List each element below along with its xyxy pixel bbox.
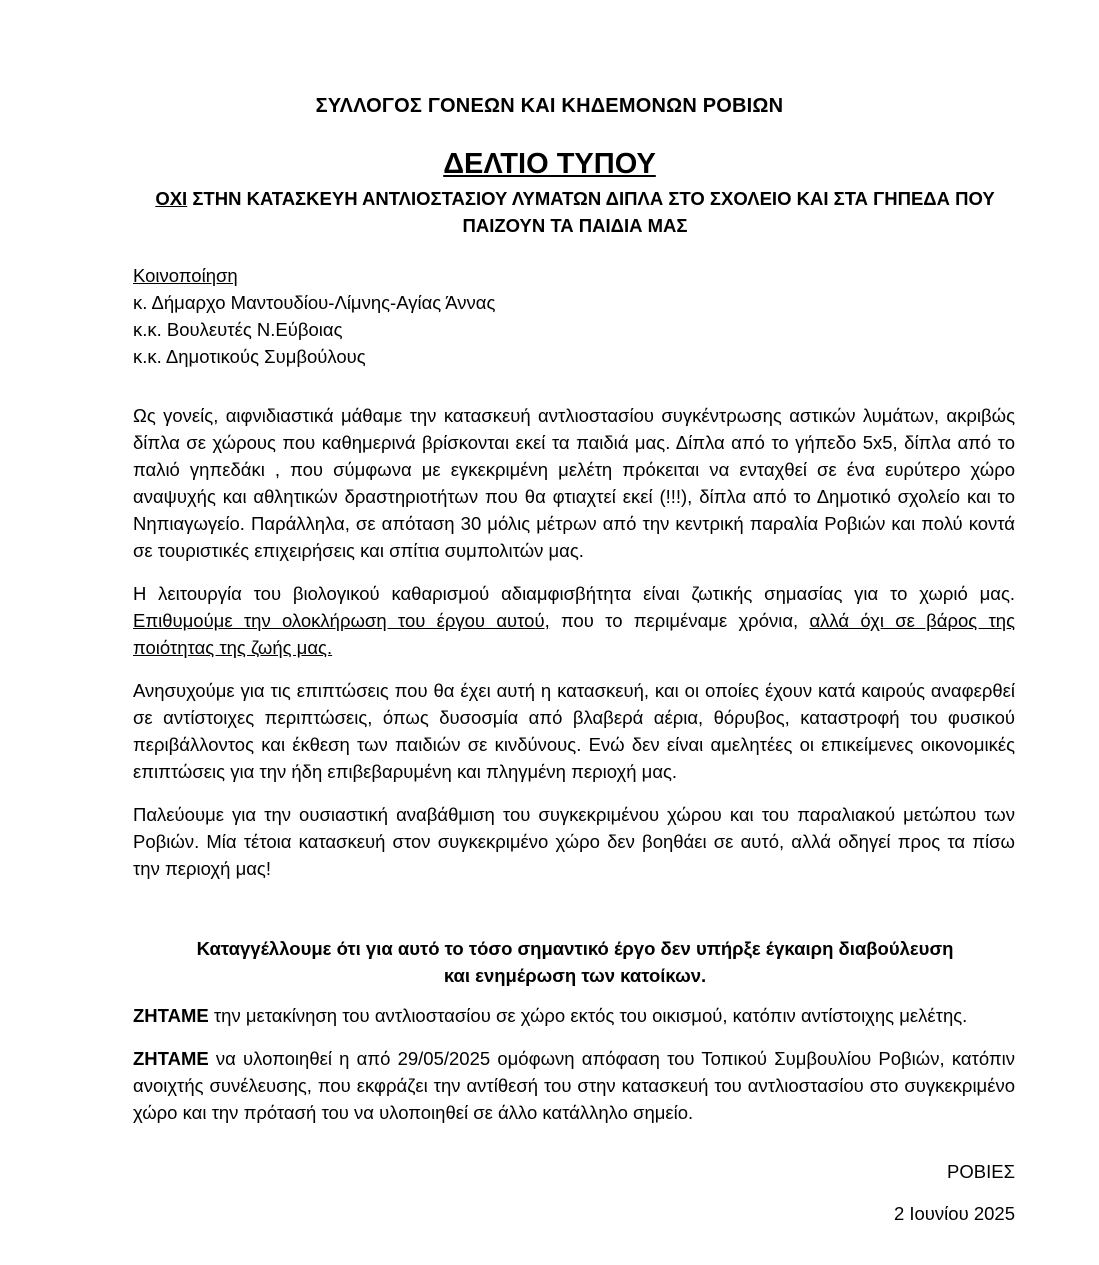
document-title: ΔΕΛΤΙΟ ΤΥΠΟΥ: [443, 148, 656, 180]
cc-recipient: κ.κ. Δημοτικούς Συμβούλους: [133, 346, 366, 367]
cc-heading: Κοινοποίηση: [133, 265, 238, 286]
paragraph-2-underlined-2: αλλά όχι σε βάρος της ποιότητας της ζωής μας.: [133, 610, 1015, 658]
denounce-statement: [120, 935, 1030, 989]
paragraph-2-underlined-1: Επιθυμούμε την ολοκλήρωση του έργου αυτού,: [133, 610, 550, 631]
demand-2: [133, 1045, 1015, 1126]
cc-block: [133, 262, 833, 370]
body-text: [133, 402, 1015, 898]
demand-1: [133, 1002, 1015, 1029]
paragraph-4: Παλεύουμε για την ουσιαστική αναβάθμιση του συγκεκριμένου χώρου και του παραλιακού μετώπου των Ροβιών. Μία τέτοια κατασκευή στον συγκεκριμένο χώρο δεν βοηθάει σε αυτό, αλλά οδηγεί προς τα πίσω την περιοχή μας!: [133, 804, 1015, 879]
demand-2-label: ΖΗΤΑΜΕ: [133, 1048, 209, 1069]
organization-name: ΣΥΛΛΟΓΟΣ ΓΟΝΕΩΝ ΚΑΙ ΚΗΔΕΜΟΝΩΝ ΡΟΒΙΩΝ: [315, 95, 784, 117]
subtitle-text: ΣΤΗΝ ΚΑΤΑΣΚΕΥΗ ΑΝΤΛΙΟΣΤΑΣΙΟΥ ΛΥΜΑΤΩΝ ΔΙΠΛΑ ΣΤΟ ΣΧΟΛΕΙΟ ΚΑΙ ΣΤΑ ΓΗΠΕΔΑ ΠΟΥ ΠΑΙΖΟΥΝ ΤΑ ΠΑΙΔΙΑ ΜΑΣ: [187, 188, 995, 236]
cc-recipient: κ.κ. Βουλευτές Ν.Εύβοιας: [133, 319, 343, 340]
paragraph-2: [133, 580, 1015, 661]
signature-date: 2 Ιουνίου 2025: [893, 1203, 1015, 1224]
demand-1-text: την μετακίνηση του αντλιοστασίου σε χώρο εκτός του οικισμού, κατόπιν αντίστοιχης μελέτης.: [208, 1005, 968, 1026]
denounce-line-2: και ενημέρωση των κατοίκων.: [443, 965, 707, 986]
document-subtitle: [150, 185, 1000, 239]
denounce-line-1: Καταγγέλλουμε ότι για αυτό το τόσο σημαντικό έργο δεν υπήρξε έγκαιρη διαβούλευση: [196, 938, 954, 959]
signature-place: ΡΟΒΙΕΣ: [947, 1161, 1015, 1182]
paragraph-3: Ανησυχούμε για τις επιπτώσεις που θα έχει αυτή η κατασκευή, και οι οποίες έχουν κατά καιρούς αναφερθεί σε αντίστοιχες περιπτώσεις, όπως δυσοσμία από βλαβερά αέρια, θόρυβος, καταστροφή του φυσικού περιβάλλοντος και έκθεση των παιδιών σε κινδύνους. Ενώ δεν είναι αμελητέες οι επικείμενες οικονομικές επιπτώσεις για την ήδη επιβεβαρυμένη και πληγμένη περιοχή μας.: [133, 680, 1015, 782]
subtitle-no-word: ΟΧΙ: [155, 188, 188, 209]
cc-recipient: κ. Δήμαρχο Μαντουδίου-Λίμνης-Αγίας Άννας: [133, 292, 496, 313]
paragraph-2-part-b: που το περιμέναμε χρόνια,: [549, 610, 810, 631]
demands-block: [133, 1002, 1015, 1142]
paragraph-2-part-a: Η λειτουργία του βιολογικού καθαρισμού αδιαμφισβήτητα είναι ζωτικής σημασίας για το χωριό μας.: [133, 583, 1015, 604]
demand-1-label: ΖΗΤΑΜΕ: [133, 1005, 209, 1026]
demand-2-text: να υλοποιηθεί η από 29/05/2025 ομόφωνη απόφαση του Τοπικού Συμβουλίου Ροβιών, κατόπιν ανοιχτής συνέλευσης, που εκφράζει την αντίθεσή του στην κατασκευή του αντλιοστασίου στο συγκεκριμένο χώρο και την πρότασή του να υλοποιηθεί σε άλλο κατάλληλο σημείο.: [133, 1048, 1015, 1123]
paragraph-1: Ως γονείς, αιφνιδιαστικά μάθαμε την κατασκευή αντλιοστασίου συγκέντρωσης αστικών λυμάτων, ακριβώς δίπλα σε χώρους που καθημερινά βρίσκονται εκεί τα παιδιά μας. Δίπλα από το γήπεδο 5x5, δίπλα από το παλιό γηπεδάκι , που σύμφωνα με εγκεκριμένη μελέτη πρόκειται να ενταχθεί σε ένα ευρύτερο χώρο αναψυχής και αθλητικών δραστηριοτήτων που θα φτιαχτεί εκεί (!!!), δίπλα από το Δημοτικό σχολείο και το Νηπιαγωγείο. Παράλληλα, σε απόταση 30 μόλις μέτρων από την κεντρική παραλία Ροβιών και πολύ κοντά σε τουριστικές επιχειρήσεις και σπίτια συμπολιτών μας.: [133, 405, 1015, 561]
